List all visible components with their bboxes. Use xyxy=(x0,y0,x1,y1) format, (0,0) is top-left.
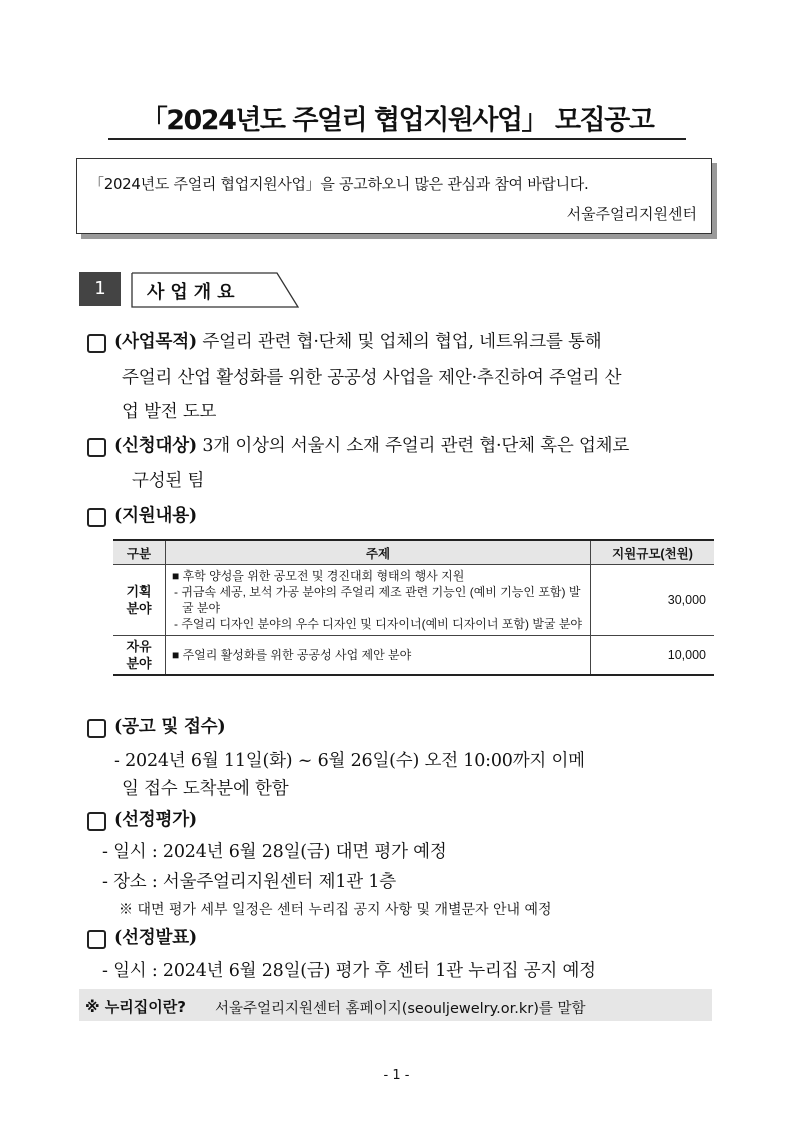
announcement-date: - 일시 : 2024년 6월 28일(금) 평가 후 센터 1관 누리집 공지 예정 xyxy=(102,961,596,981)
purpose-text1: 주얼리 관련 협·단체 및 업체의 협업, 네트워크를 통해 xyxy=(202,332,602,352)
notice-box xyxy=(76,158,712,234)
page-number: - 1 - xyxy=(383,1068,410,1083)
target-label: (신청대상) xyxy=(114,436,197,456)
evaluation-label: (선정평가) xyxy=(114,810,197,830)
announcement-label: (선정발표) xyxy=(114,928,197,948)
table-header-row xyxy=(113,540,714,565)
section-title: 사업개요 xyxy=(147,282,241,303)
section-header xyxy=(131,272,299,308)
content-sub: - 주얼리 디자인 분야의 우수 디자인 및 디자이너(예비 디자이너 포함) 발굴 분야 xyxy=(174,617,583,631)
footnote-label: ※ 누리집이란? xyxy=(85,998,186,1016)
row-category xyxy=(113,565,166,636)
purpose-line3: 업 발전 도모 xyxy=(122,402,217,422)
content-main: ■ 주얼리 활성화를 위한 공공성 사업 제안 분야 xyxy=(172,648,412,662)
content-main: ■ 후학 양성을 위한 공모전 및 경진대회 형태의 행사 지원 xyxy=(172,569,465,583)
purpose-label: (사업목적) xyxy=(114,332,197,352)
row-amount: 10,000 xyxy=(591,636,715,676)
notice-signature: 서울주얼리지원센터 xyxy=(566,205,697,223)
category-word2: 분야 xyxy=(126,601,152,616)
target-line2: 구성된 팀 xyxy=(132,471,205,491)
header-amount: 지원규모(천원) xyxy=(591,540,715,565)
purpose-line2: 주얼리 산업 활성화를 위한 공공성 사업을 제안·추진하여 주얼리 산 xyxy=(122,368,622,388)
target-text1: 3개 이상의 서울시 소재 주얼리 관련 협·단체 혹은 업체로 xyxy=(202,436,630,456)
support-table xyxy=(113,539,714,676)
category-word1: 자유 xyxy=(126,639,152,654)
title-underline xyxy=(108,138,686,140)
reception-line2: 일 접수 도착분에 한함 xyxy=(122,779,289,799)
footnote-bar xyxy=(79,989,712,1021)
header-category: 구분 xyxy=(113,540,166,565)
checkbox-icon xyxy=(87,438,106,457)
evaluation-note: ※ 대면 평가 세부 일정은 센터 누리집 공지 사항 및 개별문자 안내 예정 xyxy=(119,902,552,918)
target-line1 xyxy=(114,432,629,457)
checkbox-icon xyxy=(87,812,106,831)
table-row xyxy=(113,565,714,636)
document-title: 「2024년도 주얼리 협업지원사업」 모집공고 xyxy=(140,105,654,136)
notice-text: 「2024년도 주얼리 협업지원사업」을 공고하오니 많은 관심과 참여 바랍니다. xyxy=(89,175,589,193)
header-topic: 주제 xyxy=(166,540,591,565)
content-sub: - 귀금속 세공, 보석 가공 분야의 주얼리 제조 관련 기능인 (예비 기능인 포함) 발굴 분야 xyxy=(174,585,581,615)
section-number: 1 xyxy=(79,272,121,306)
row-amount: 30,000 xyxy=(591,565,715,636)
category-word2: 분야 xyxy=(126,656,152,671)
checkbox-icon xyxy=(87,508,106,527)
row-content xyxy=(166,636,591,676)
category-word1: 기획 xyxy=(126,584,152,599)
purpose-line1 xyxy=(114,328,601,353)
reception-label: (공고 및 접수) xyxy=(114,717,226,737)
row-content xyxy=(166,565,591,636)
checkbox-icon xyxy=(87,719,106,738)
support-label: (지원내용) xyxy=(114,506,197,526)
row-category xyxy=(113,636,166,676)
checkbox-icon xyxy=(87,930,106,949)
table-row xyxy=(113,636,714,676)
footnote-text: 서울주얼리지원센터 홈페이지(seouljewelry.or.kr)를 말함 xyxy=(215,1001,586,1017)
evaluation-date: - 일시 : 2024년 6월 28일(금) 대면 평가 예정 xyxy=(102,842,447,862)
checkbox-icon xyxy=(87,334,106,353)
evaluation-place: - 장소 : 서울주얼리지원센터 제1관 1층 xyxy=(102,872,396,892)
reception-line1: - 2024년 6월 11일(화) ~ 6월 26일(수) 오전 10:00까지 이메 xyxy=(114,751,585,771)
